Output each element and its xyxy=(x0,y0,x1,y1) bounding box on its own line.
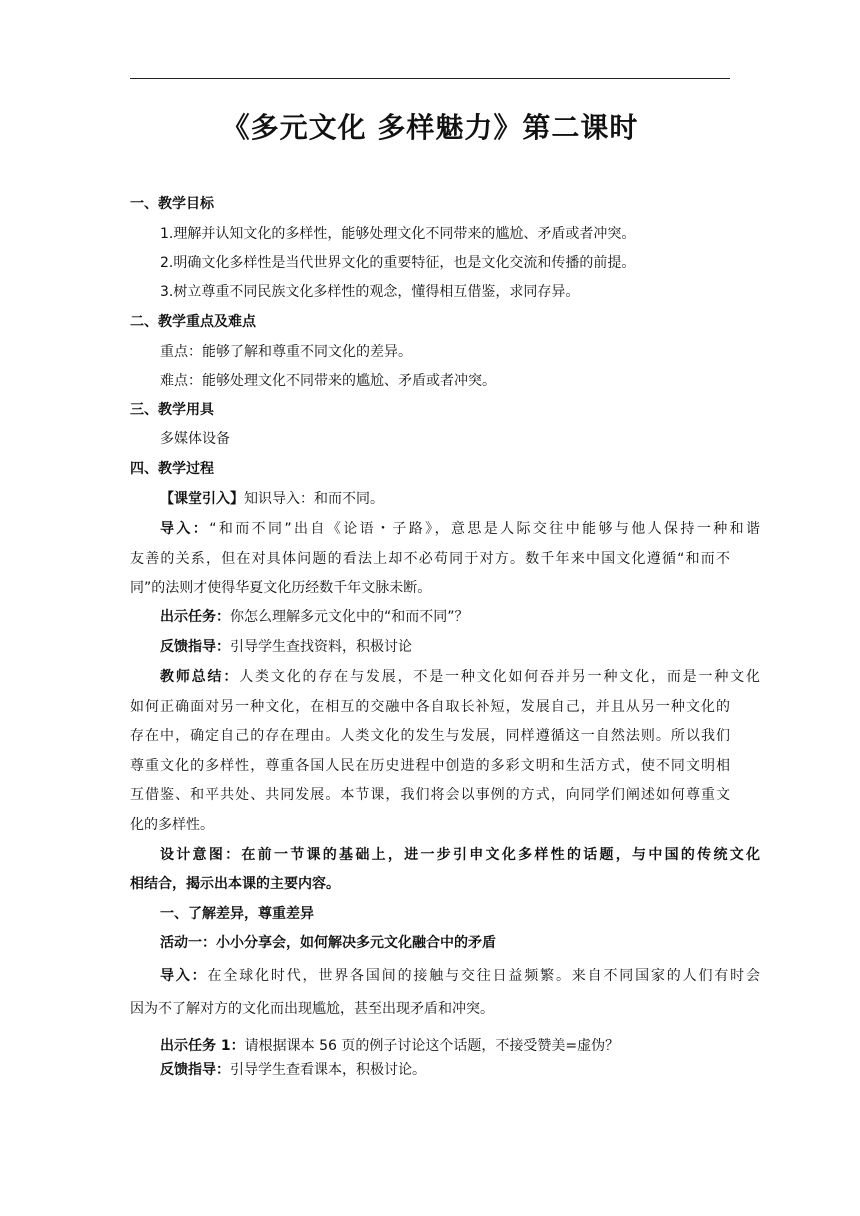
summary-line-4: 尊重文化的多样性，尊重各国人民在历史进程中创造的多彩文明和生活方式，使不同文明相 xyxy=(130,758,730,774)
summary-label: 教师总结： xyxy=(160,669,240,685)
lead2-line-1: 导入：在全球化时代，世界各国间的接触与交往日益频繁。来自不同国家的人们有时会 xyxy=(160,968,760,984)
summary-line-2: 如何正确面对另一种文化，在相互的交融中各自取长补短，发展自己，并且从另一种文化的 xyxy=(130,699,730,715)
lead-label: 导入： xyxy=(160,521,210,537)
header-rule xyxy=(130,78,730,79)
lead2-label: 导入： xyxy=(160,968,208,984)
feedback2-label: 反馈指导： xyxy=(160,1062,230,1078)
summary-line-6: 化的多样性。 xyxy=(130,817,214,833)
intro-text: 知识导入：和而不同。 xyxy=(244,491,384,507)
section-heading-key-points: 二、教学重点及难点 xyxy=(130,314,256,330)
activity1-heading: 活动一：小小分享会，如何解决多元文化融合中的矛盾 xyxy=(160,935,496,951)
summary-line-3: 存在中，确定自己的存在理由。人类文化的发生与发展，同样遵循这一自然法则。所以我们 xyxy=(130,728,730,744)
tools-item: 多媒体设备 xyxy=(160,431,230,447)
design-line-2: 相结合，揭示出本课的主要内容。 xyxy=(130,876,340,892)
feedback-line: 反馈指导：引导学生查找资料，积极讨论 xyxy=(160,639,412,655)
lead-line-1: 导入：“和而不同”出自《论语・子路》，意思是人际交往中能够与他人保持一种和谐 xyxy=(160,521,761,537)
goal-item-3: 3.树立尊重不同民族文化多样性的观念，懂得相互借鉴，求同存异。 xyxy=(160,284,580,300)
section-heading-goals: 一、教学目标 xyxy=(130,196,214,212)
section-heading-process: 四、教学过程 xyxy=(130,461,214,477)
task1-label: 出示任务 1： xyxy=(160,1038,245,1054)
goal-item-2: 2.明确文化多样性是当代世界文化的重要特征，也是文化交流和传播的前提。 xyxy=(160,255,636,271)
part1-heading: 一、了解差异，尊重差异 xyxy=(160,906,314,922)
key-point-difficulty: 难点：能够处理文化不同带来的尴尬、矛盾或者冲突。 xyxy=(160,373,496,389)
feedback2-line: 反馈指导：引导学生查看课本，积极讨论。 xyxy=(160,1062,426,1078)
summary-line-1: 教师总结：人类文化的存在与发展，不是一种文化如何吞并另一种文化，而是一种文化 xyxy=(160,669,761,685)
summary-line-5: 互借鉴、和平共处、共同发展。本节课，我们将会以事例的方式，向同学们阐述如何尊重文 xyxy=(130,787,730,803)
intro-label: 【课堂引入】 xyxy=(160,491,244,507)
design-line-1: 设计意图：在前一节课的基础上，进一步引申文化多样性的话题，与中国的传统文化 xyxy=(160,847,760,863)
lead2-line-2: 因为不了解对方的文化而出现尴尬，甚至出现矛盾和冲突。 xyxy=(130,1001,494,1017)
task-label: 出示任务： xyxy=(160,609,230,625)
task1-line: 出示任务 1：请根据课本 56 页的例子讨论这个话题，不接受赞美=虚伪？ xyxy=(160,1038,620,1054)
feedback-label: 反馈指导： xyxy=(160,639,230,655)
key-point-focus: 重点：能够了解和尊重不同文化的差异。 xyxy=(160,344,412,360)
goal-item-1: 1.理解并认知文化的多样性，能够处理文化不同带来的尴尬、矛盾或者冲突。 xyxy=(160,226,636,242)
task-line: 出示任务：你怎么理解多元文化中的“和而不同”？ xyxy=(160,609,469,625)
lead-line-3: 同”的法则才使得华夏文化历经数千年文脉未断。 xyxy=(130,580,432,596)
class-intro xyxy=(130,489,760,509)
lead-line-2: 友善的关系，但在对具体问题的看法上却不必苟同于对方。数千年来中国文化遵循“和而不 xyxy=(130,551,730,567)
document-title: 《多元文化 多样魅力》第二课时 xyxy=(221,111,639,144)
section-heading-tools: 三、教学用具 xyxy=(130,402,214,418)
